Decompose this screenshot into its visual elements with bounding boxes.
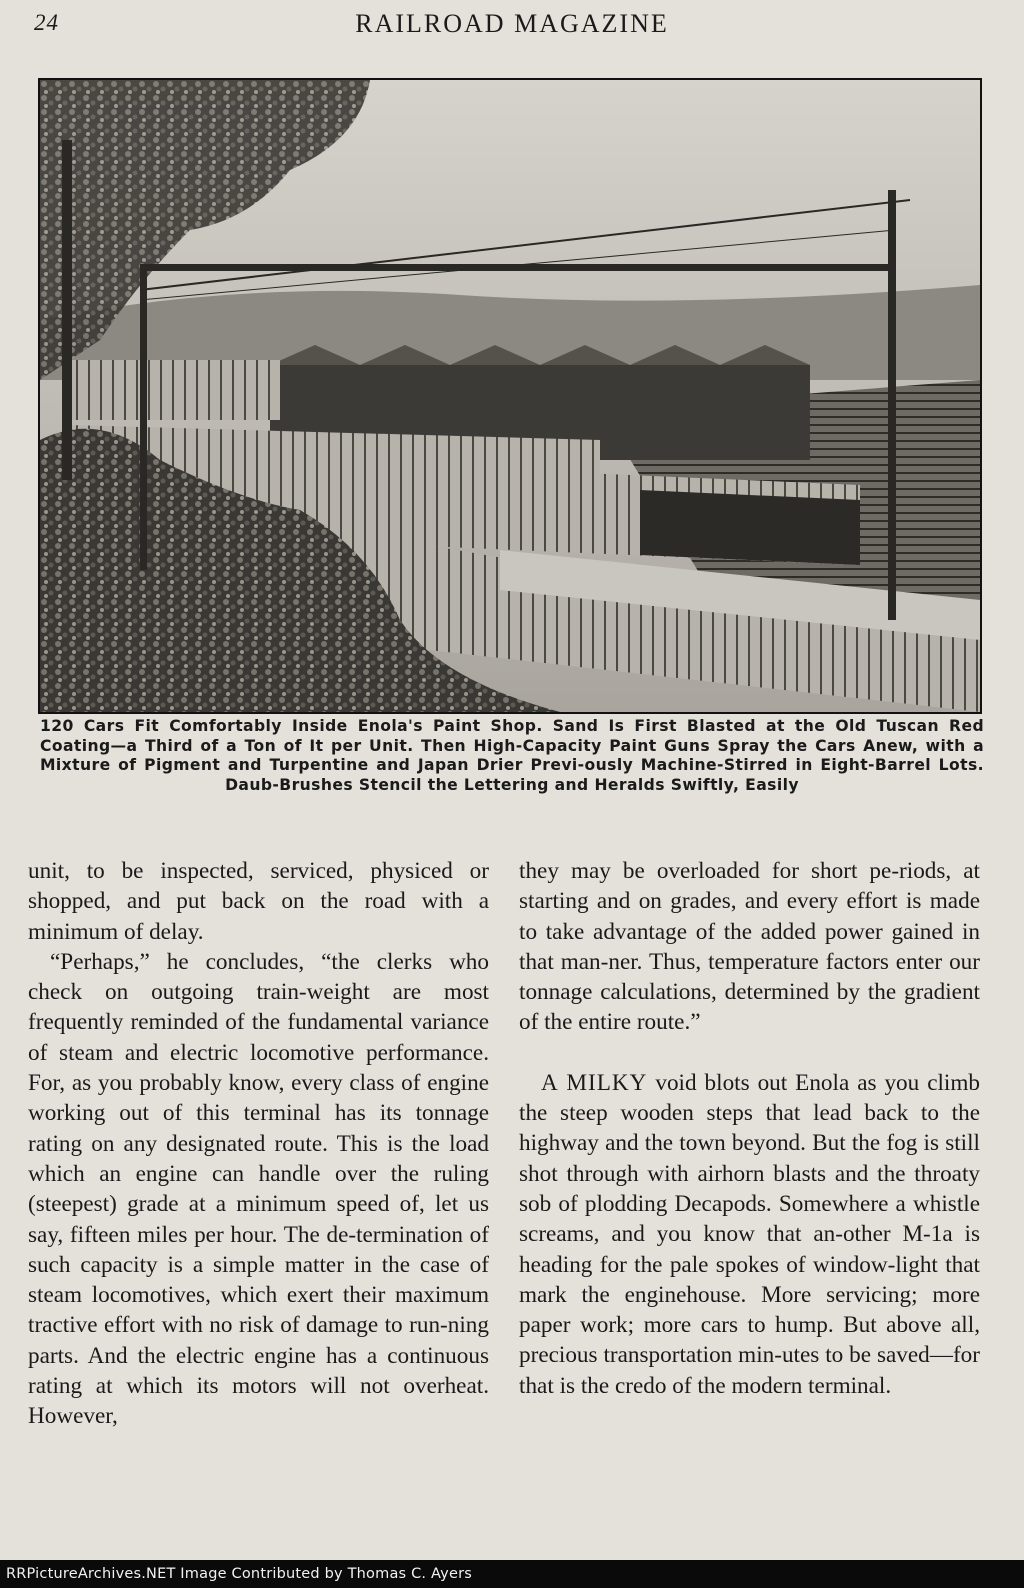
section-paragraph [519,1068,980,1401]
article-body [28,856,988,1546]
tree-trunk [62,140,72,480]
page-number: 24 [34,10,59,35]
paint-shop-illustration [40,80,980,712]
section-lead: A MILKY [541,1069,648,1096]
article-column-right [519,856,980,1401]
freight-car-row-back [70,360,280,420]
article-column-left [28,856,489,1432]
image-credit-bar: RRPictureArchives.NET Image Contributed by Thomas C. Ayers [0,1560,1024,1588]
section-body: void blots out Enola as you climb the steep wooden steps that lead back to the highway and the town beyond. But the fog is still shot through with airhorn blasts and the throaty sob of plodding Decapods. Somewhere a whistle screams, and you know that an-other M-1a is heading for the pale spokes of window-light that mark the enginehouse. More servicing; more paper work; more cars to hump. But above all, precious transportation min-utes to be saved—for that is the credo of the modern terminal. [519,1069,981,1399]
paragraph: unit, to be inspected, serviced, physiced or shopped, and put back on the road with a minimum of delay. [28,858,489,945]
paragraph: “Perhaps,” he concludes, “the clerks who check on outgoing train-weight are most frequently reminded of the fundamental variance of steam and electric locomotive performance. For, as you probably know, every class of engine working out of this terminal has its tonnage rating on any designated route. This is the load which an engine can handle over the ruling (steepest) grade at a minimum speed of, let us say, fifteen miles per hour. The de-termination of such capacity is a simple matter in the case of steam locomotives, which exert their maximum tractive effort with no risk of damage to run-ning parts. And the electric engine has a continuous rating at which its motors will not overheat. However, [28,948,489,1430]
photo-caption: 120 Cars Fit Comfortably Inside Enola's Paint Shop. Sand Is First Blasted at the Old Tuscan Red Coating—a Third of a Ton of It per Unit. Then High-Capacity Paint Guns Spray the Cars Anew, with a Mixture of Pigment and Turpentine and Japan Drier Previ-ously Machine-Stirred in Eight-Barrel Lots. Daub-Brushes Stencil the Lettering and Heralds Swiftly, Easily [40,717,984,794]
running-title: RAILROAD MAGAZINE [355,9,669,38]
paint-shop-photo [38,78,982,714]
paragraph: they may be overloaded for short pe-riods, at starting and on grades, and every effort is made to take advantage of the added power gained in that man-ner. Thus, temperature factors enter our tonnage calculations, determined by the gradient of the entire route.” [519,858,980,1036]
